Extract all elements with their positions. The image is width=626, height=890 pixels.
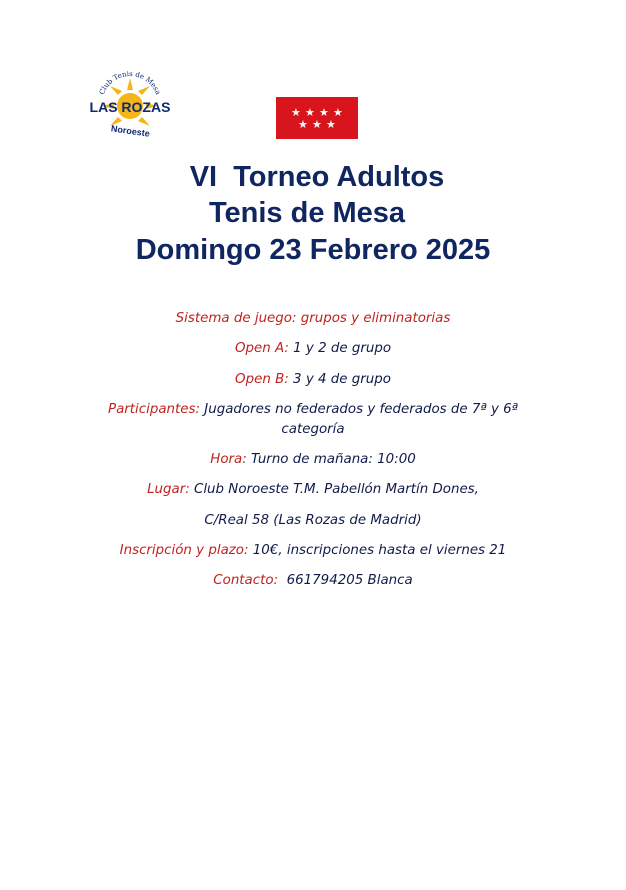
star-icon: ★ — [333, 106, 343, 119]
title-line-2: Tenis de Mesa — [208, 197, 406, 229]
lugar-line — [0, 481, 626, 498]
lugar-line-2: C/Real 58 (Las Rozas de Madrid) — [204, 513, 422, 528]
title-line-1: VI Torneo Adultos — [189, 161, 445, 193]
hora-line — [0, 451, 626, 468]
star-icon: ★ — [298, 118, 308, 131]
inscripcion-label: Inscripción y plazo: — [119, 543, 249, 558]
club-logo — [80, 68, 180, 148]
star-icon: ★ — [326, 118, 336, 131]
lugar-label: Lugar: — [147, 482, 190, 497]
logo-name: LAS ROZAS — [89, 99, 171, 115]
madrid-flag — [276, 97, 358, 139]
logo-arc-text: Club Tenis de Mesa — [97, 69, 163, 96]
open-a-label: Open A: — [234, 341, 289, 356]
open-a-value: 1 y 2 de grupo — [288, 341, 392, 356]
lugar-value: Club Noroeste T.M. Pabellón Martín Dones, — [189, 482, 479, 497]
star-icon: ★ — [312, 118, 322, 131]
star-icon: ★ — [291, 106, 301, 119]
open-a-line — [0, 340, 626, 357]
inscripcion-value: 10€, inscripciones hasta el viernes 21 — [248, 543, 507, 558]
club-logo-graphic — [80, 68, 180, 148]
participantes-line-2: categoría — [281, 422, 345, 437]
title-line-3: Domingo 23 Febrero 2025 — [135, 234, 491, 266]
contacto-value: 661794205 Blanca — [278, 573, 413, 588]
sistema-text: Sistema de juego: grupos y eliminatorias — [175, 311, 451, 326]
hora-label: Hora: — [210, 452, 247, 467]
contacto-line — [0, 572, 626, 589]
inscripcion-line — [0, 542, 626, 559]
hora-value: Turno de mañana: 10:00 — [246, 452, 416, 467]
open-b-line — [0, 371, 626, 388]
participantes-value: Jugadores no federados y federados de 7ª y 6ª — [200, 402, 518, 417]
star-icon: ★ — [319, 106, 329, 119]
star-icon: ★ — [305, 106, 315, 119]
participantes-line — [0, 401, 626, 418]
open-b-value: 3 y 4 de grupo — [288, 372, 391, 387]
contacto-label: Contacto: — [213, 573, 279, 588]
participantes-label: Participantes: — [108, 402, 201, 417]
logo-sub: Noroeste — [110, 123, 151, 139]
open-b-label: Open B: — [235, 372, 289, 387]
